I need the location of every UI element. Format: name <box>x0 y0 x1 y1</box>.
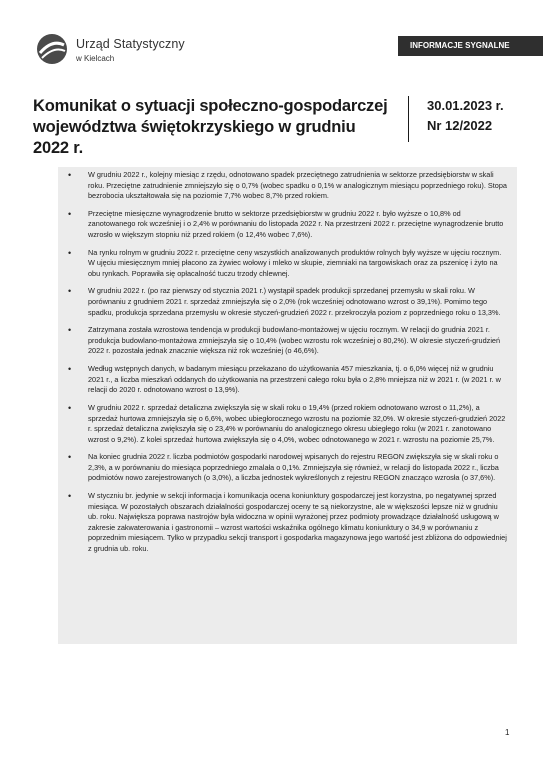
bullet-icon: • <box>68 364 72 375</box>
list-item <box>64 286 508 318</box>
logo-mark-icon <box>36 33 68 65</box>
list-item-text: Na koniec grudnia 2022 r. liczba podmiotów gospodarki narodowej wpisanych do rejestru REGON zwiększyła się w skali roku o 2,3%, a w porównaniu do miesiąca poprzedniego zmalała o 0,1%. Zmniejszyła się również, w relacji do listopada 2022 r., liczba podmiotów nowo zarejestrowanych (o 3,0%), a liczba jednostek wykreślonych z rejestru REGON znacząco wzrosła (o 37,6%). <box>88 452 499 483</box>
section-badge: INFORMACJE SYGNALNE <box>398 36 543 56</box>
list-item <box>64 248 508 280</box>
bullet-icon: • <box>68 402 72 413</box>
document-number: Nr 12/2022 <box>427 118 493 133</box>
list-item-text: Według wstępnych danych, w badanym miesiącu przekazano do użytkowania 457 mieszkania, tj. o 6,0% więcej niż w grudniu 2021 r., a liczba mieszkań oddanych do użytkowania na przestrzeni całego roku była o 2,8% mniejsza niż w 2021 r. (w 2021 r. w relacji do 2020 r. odnotowano wzrost o 13,9%). <box>88 364 501 395</box>
bullet-icon: • <box>68 247 72 258</box>
list-item-text: W grudniu 2022 r. sprzedaż detaliczna zwiększyła się w skali roku o 19,4% (przed rokiem odnotowano wzrost o 11,2%), a sprzedaż hurtowa zmniejszyła się o 6,6%, wobec ubiegłorocznego wzrostu na poziomie 32,0%. W okresie styczeń-grudzień 2022 r. sprzedaż detaliczna zwiększyła się o 23,4% w porównaniu do analogicznego okresu ubiegłego roku (w 2021 r. zanotowano wzrost o 9,2%). Z kolei sprzedaż hurtowa zwiększyła się o 4,0%, wobec odnotowanego w 2021 r. wzrostu na poziomie 25,7%. <box>88 402 506 444</box>
logo <box>36 33 206 69</box>
list-item-text: Zatrzymana została wzrostowa tendencja w produkcji budowlano-montażowej w ujęciu rocznym. W relacji do grudnia 2021 r. produkcja budowlano-montażowa zmniejszyła się o 10,4% (wobec wzrostu rok wcześniej o 80,2%). W okresie styczeń-grudzień 2022 r. pozostała jednak znacznie większa niż rok wcześniej (o 46,6%). <box>88 325 501 356</box>
page-number: 1 <box>505 728 510 737</box>
list-item <box>64 364 508 396</box>
bullet-icon: • <box>68 491 72 502</box>
list-item <box>64 491 508 554</box>
bullet-icon: • <box>68 170 72 180</box>
logo-title: Urząd Statystyczny <box>76 37 185 51</box>
list-item <box>64 209 508 241</box>
bullet-icon: • <box>68 325 72 336</box>
bullet-icon: • <box>68 208 72 219</box>
list-item-text: Przeciętne miesięczne wynagrodzenie brutto w sektorze przedsiębiorstw w grudniu 2022 r. było wyższe o 10,8% od zanotowanego rok wcześniej i o 2,4% w porównaniu do listopada 2022 r. Na przestrzeni 2022 r. przeciętne wynagrodzenie brutto wzrosło w większym stopniu niż przed rokiem (o 12,4% wobec 7,6%). <box>88 208 504 239</box>
logo-subtitle: w Kielcach <box>76 54 115 63</box>
list-item <box>64 403 508 445</box>
title-line-2: województwa świętokrzyskiego w grudniu 2022 r. <box>33 118 356 157</box>
list-item-text: W styczniu br. jedynie w sekcji informacja i komunikacja ocena koniunktury gospodarczej jest korzystna, po negatywnej sprzed miesiąca. W pozostałych obszarach działalności gospodarczej oceny te są niekorzystne, ale w większości lepsze niż w grudniu ub. roku. Największa poprawa nastrojów była widoczna w opinii wyrażonej przez podmioty prowadzące działalność usługową w zakresie zakwaterowania i gastronomii – wzrost wartości wskaźnika ogólnego klimatu koniunktury o 34,9 w porównaniu z poprzednim miesiącem. Tylko w przypadku sekcji transport i gospodarka magazynowa jego wartość jest zbliżona do odpowiedniej z grudnia ub. roku. <box>88 491 507 553</box>
document-title <box>33 96 393 159</box>
list-item-text: W grudniu 2022 r. (po raz pierwszy od stycznia 2021 r.) wystąpił spadek produkcji sprzedanej przemysłu w skali roku. W porównaniu z grudniem 2021 r. sprzedaż zmniejszyła się o 2,0% (rok wcześniej odnotowano wzrost o 39,1%). Pomimo tego spadku, produkcja sprzedana przemysłu w okresie styczeń-grudzień 2022 r. przekroczyła poziom z poprzedniego roku o 13,3%. <box>88 286 501 317</box>
list-item <box>64 325 508 357</box>
list-item-text: Na rynku rolnym w grudniu 2022 r. przeciętne ceny wszystkich analizowanych produktów rolnych były wyższe w ujęciu rocznym. W ujęciu miesięcznym mniej płacono za żywiec wołowy i mleko w skupie, ziemniaki na targowiskach oraz za pszenicę i żyto na obu rynkach. Poprawiła się opłacalność tuczu trzody chlewnej. <box>88 247 502 278</box>
summary-list <box>64 170 508 562</box>
title-line-1: Komunikat o sytuacji społeczno-gospodarczej <box>33 97 388 115</box>
bullet-icon: • <box>68 452 72 463</box>
list-item <box>64 452 508 484</box>
list-item <box>64 170 508 202</box>
list-item-text: W grudniu 2022 r., kolejny miesiąc z rzędu, odnotowano spadek przeciętnego zatrudnienia w sektorze przedsiębiorstw w skali roku. Przeciętne zatrudnienie zmniejszyło się o 0,7% (wobec spadku o 0,1% w analogicznym miesiącu poprzedniego roku). Stopa bezrobocia ukształtowała się na poziomie 7,7% wobec 8,7% przed rokiem. <box>88 170 507 201</box>
bullet-icon: • <box>68 286 72 297</box>
document-date: 30.01.2023 r. <box>427 98 504 113</box>
title-divider <box>408 96 409 142</box>
